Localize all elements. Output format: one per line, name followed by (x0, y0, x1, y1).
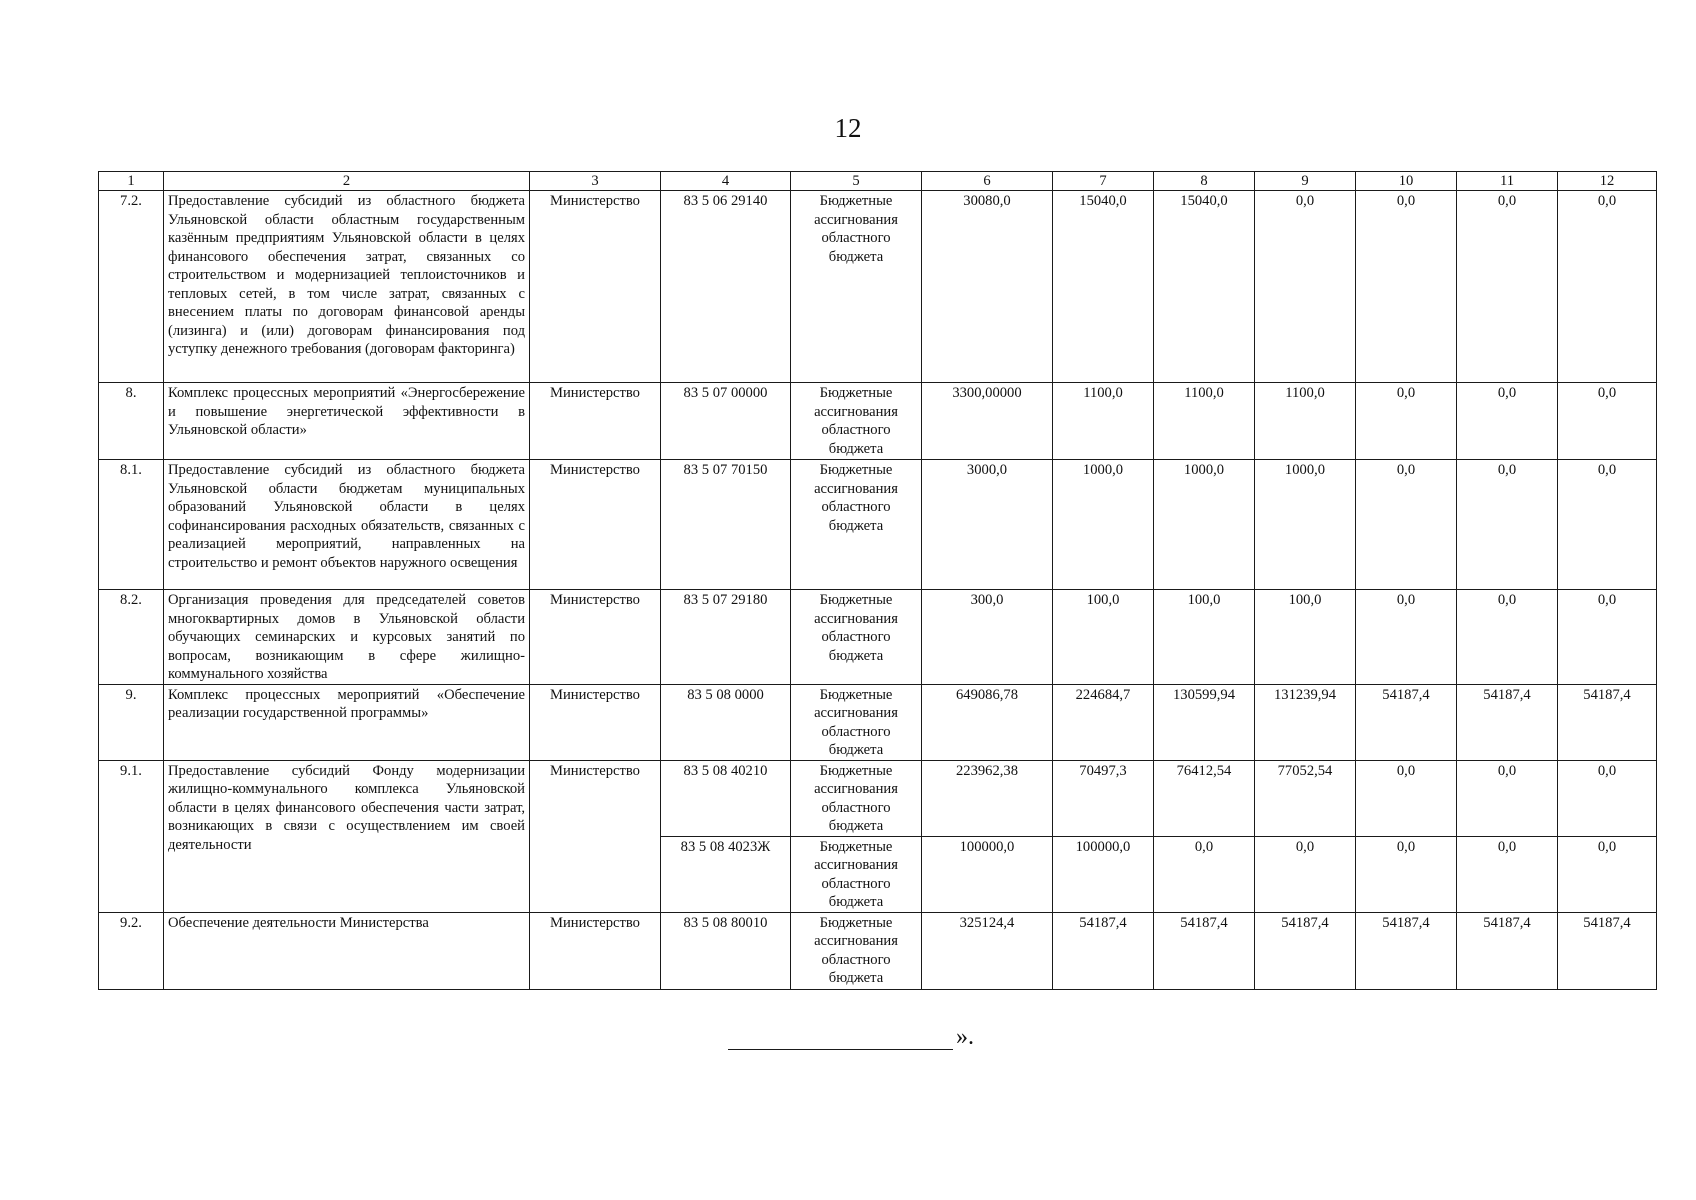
row-value: 131239,94 (1255, 684, 1356, 760)
row-name: Комплекс процессных мероприятий «Энергосбережение и повышение энергетической эффективности в Ульяновской области» (164, 383, 530, 460)
row-value: 0,0 (1558, 760, 1657, 836)
header-col-5: 5 (791, 172, 922, 191)
row-value: 1000,0 (1255, 460, 1356, 590)
row-executor: Министерство (530, 590, 661, 685)
row-name: Предоставление субсидий из областного бюджета Ульяновской области бюджетам муниципальных образований Ульяновской области в целях софинансирования расходных обязательств, связанных с реализацией мероприятий, направленных на строительство и ремонт объектов наружного освещения (164, 460, 530, 590)
row-value: 0,0 (1154, 836, 1255, 912)
header-row (99, 172, 1657, 191)
table-row (99, 460, 1657, 590)
row-source: Бюджетные ассигнования областного бюджета (791, 383, 922, 460)
row-executor: Министерство (530, 383, 661, 460)
row-value: 100,0 (1154, 590, 1255, 685)
row-executor: Министерство (530, 191, 661, 383)
table-row (99, 684, 1657, 760)
header-col-1: 1 (99, 172, 164, 191)
row-executor: Министерство (530, 760, 661, 912)
header-col-12: 12 (1558, 172, 1657, 191)
row-value: 0,0 (1558, 590, 1657, 685)
row-value: 1100,0 (1255, 383, 1356, 460)
row-number: 9. (99, 684, 164, 760)
table-row (99, 590, 1657, 685)
table-header (99, 172, 1657, 191)
row-value-total: 300,0 (922, 590, 1053, 685)
row-value-total: 3300,00000 (922, 383, 1053, 460)
row-name: Предоставление субсидий Фонду модернизации жилищно-коммунального комплекса Ульяновской области в целях финансового обеспечения части затрат, возникающих в связи с осуществлением им своей деятельности (164, 760, 530, 912)
table-row (99, 760, 1657, 836)
row-value: 1000,0 (1154, 460, 1255, 590)
row-source: Бюджетные ассигнования областного бюджета (791, 590, 922, 685)
row-number: 9.2. (99, 912, 164, 989)
row-source: Бюджетные ассигнования областного бюджета (791, 836, 922, 912)
page-number: 12 (834, 113, 862, 143)
row-value: 224684,7 (1053, 684, 1154, 760)
row-value: 0,0 (1356, 191, 1457, 383)
row-number: 9.1. (99, 760, 164, 912)
header-col-7: 7 (1053, 172, 1154, 191)
row-executor: Министерство (530, 460, 661, 590)
row-value: 0,0 (1558, 383, 1657, 460)
row-number: 8. (99, 383, 164, 460)
row-value: 0,0 (1457, 460, 1558, 590)
row-value: 54187,4 (1356, 684, 1457, 760)
row-source: Бюджетные ассигнования областного бюджета (791, 912, 922, 989)
row-value: 0,0 (1558, 191, 1657, 383)
row-source: Бюджетные ассигнования областного бюджета (791, 684, 922, 760)
row-value: 54187,4 (1457, 684, 1558, 760)
header-col-3: 3 (530, 172, 661, 191)
row-value: 54187,4 (1255, 912, 1356, 989)
row-value: 0,0 (1558, 836, 1657, 912)
row-value: 77052,54 (1255, 760, 1356, 836)
closing-line (728, 1027, 953, 1050)
row-value-total: 100000,0 (922, 836, 1053, 912)
row-value-total: 30080,0 (922, 191, 1053, 383)
row-value: 15040,0 (1154, 191, 1255, 383)
closing-quote: ». (956, 1024, 974, 1050)
row-value: 1000,0 (1053, 460, 1154, 590)
row-value: 100,0 (1053, 590, 1154, 685)
row-name: Комплекс процессных мероприятий «Обеспечение реализации государственной программы» (164, 684, 530, 760)
row-value: 0,0 (1457, 383, 1558, 460)
row-value-total: 649086,78 (922, 684, 1053, 760)
header-col-8: 8 (1154, 172, 1255, 191)
row-value: 0,0 (1356, 460, 1457, 590)
row-value: 76412,54 (1154, 760, 1255, 836)
row-value: 70497,3 (1053, 760, 1154, 836)
row-value: 0,0 (1457, 590, 1558, 685)
row-value-total: 223962,38 (922, 760, 1053, 836)
row-value: 0,0 (1255, 191, 1356, 383)
row-number: 7.2. (99, 191, 164, 383)
row-value: 0,0 (1356, 590, 1457, 685)
closing-mark (728, 1024, 974, 1050)
row-source: Бюджетные ассигнования областного бюджета (791, 460, 922, 590)
row-name: Обеспечение деятельности Министерства (164, 912, 530, 989)
row-value: 0,0 (1457, 191, 1558, 383)
row-code: 83 5 07 00000 (661, 383, 791, 460)
budget-table (98, 171, 1657, 990)
row-value: 0,0 (1255, 836, 1356, 912)
row-value: 0,0 (1356, 760, 1457, 836)
row-code: 83 5 07 70150 (661, 460, 791, 590)
table-body (99, 191, 1657, 990)
row-value: 54187,4 (1053, 912, 1154, 989)
row-code: 83 5 06 29140 (661, 191, 791, 383)
header-col-6: 6 (922, 172, 1053, 191)
header-col-11: 11 (1457, 172, 1558, 191)
row-value: 100,0 (1255, 590, 1356, 685)
row-value-total: 325124,4 (922, 912, 1053, 989)
row-value: 54187,4 (1154, 912, 1255, 989)
row-value: 54187,4 (1558, 684, 1657, 760)
row-value: 15040,0 (1053, 191, 1154, 383)
table-row (99, 383, 1657, 460)
row-code: 83 5 07 29180 (661, 590, 791, 685)
row-source: Бюджетные ассигнования областного бюджета (791, 191, 922, 383)
header-col-9: 9 (1255, 172, 1356, 191)
row-code: 83 5 08 40210 (661, 760, 791, 836)
row-value-total: 3000,0 (922, 460, 1053, 590)
row-value: 1100,0 (1154, 383, 1255, 460)
table-row (99, 191, 1657, 383)
row-value: 130599,94 (1154, 684, 1255, 760)
row-code: 83 5 08 4023Ж (661, 836, 791, 912)
row-code: 83 5 08 80010 (661, 912, 791, 989)
row-name: Предоставление субсидий из областного бюджета Ульяновской области областным государственным казённым предприятиям Ульяновской области в целях финансового обеспечения затрат, связанных со строительством и модернизацией теплоисточников и тепловых сетей, в том числе затрат, связанных с внесением платы по договорам финансовой аренды (лизинга) и (или) договорам финансирования под уступку денежного требования (договорам факторинга) (164, 191, 530, 383)
row-value: 54187,4 (1558, 912, 1657, 989)
row-executor: Министерство (530, 684, 661, 760)
row-value: 0,0 (1356, 383, 1457, 460)
row-number: 8.2. (99, 590, 164, 685)
row-value: 0,0 (1356, 836, 1457, 912)
header-col-4: 4 (661, 172, 791, 191)
row-value: 100000,0 (1053, 836, 1154, 912)
row-value: 54187,4 (1457, 912, 1558, 989)
row-source: Бюджетные ассигнования областного бюджета (791, 760, 922, 836)
header-col-2: 2 (164, 172, 530, 191)
row-value: 1100,0 (1053, 383, 1154, 460)
header-col-10: 10 (1356, 172, 1457, 191)
row-value: 0,0 (1457, 836, 1558, 912)
row-number: 8.1. (99, 460, 164, 590)
row-value: 54187,4 (1356, 912, 1457, 989)
row-code: 83 5 08 0000 (661, 684, 791, 760)
table-row (99, 912, 1657, 989)
row-value: 0,0 (1457, 760, 1558, 836)
row-value: 0,0 (1558, 460, 1657, 590)
row-name: Организация проведения для председателей советов многоквартирных домов в Ульяновской области обучающих семинарских и курсовых занятий по вопросам, возникающим в сфере жилищно-коммунального хозяйства (164, 590, 530, 685)
row-executor: Министерство (530, 912, 661, 989)
